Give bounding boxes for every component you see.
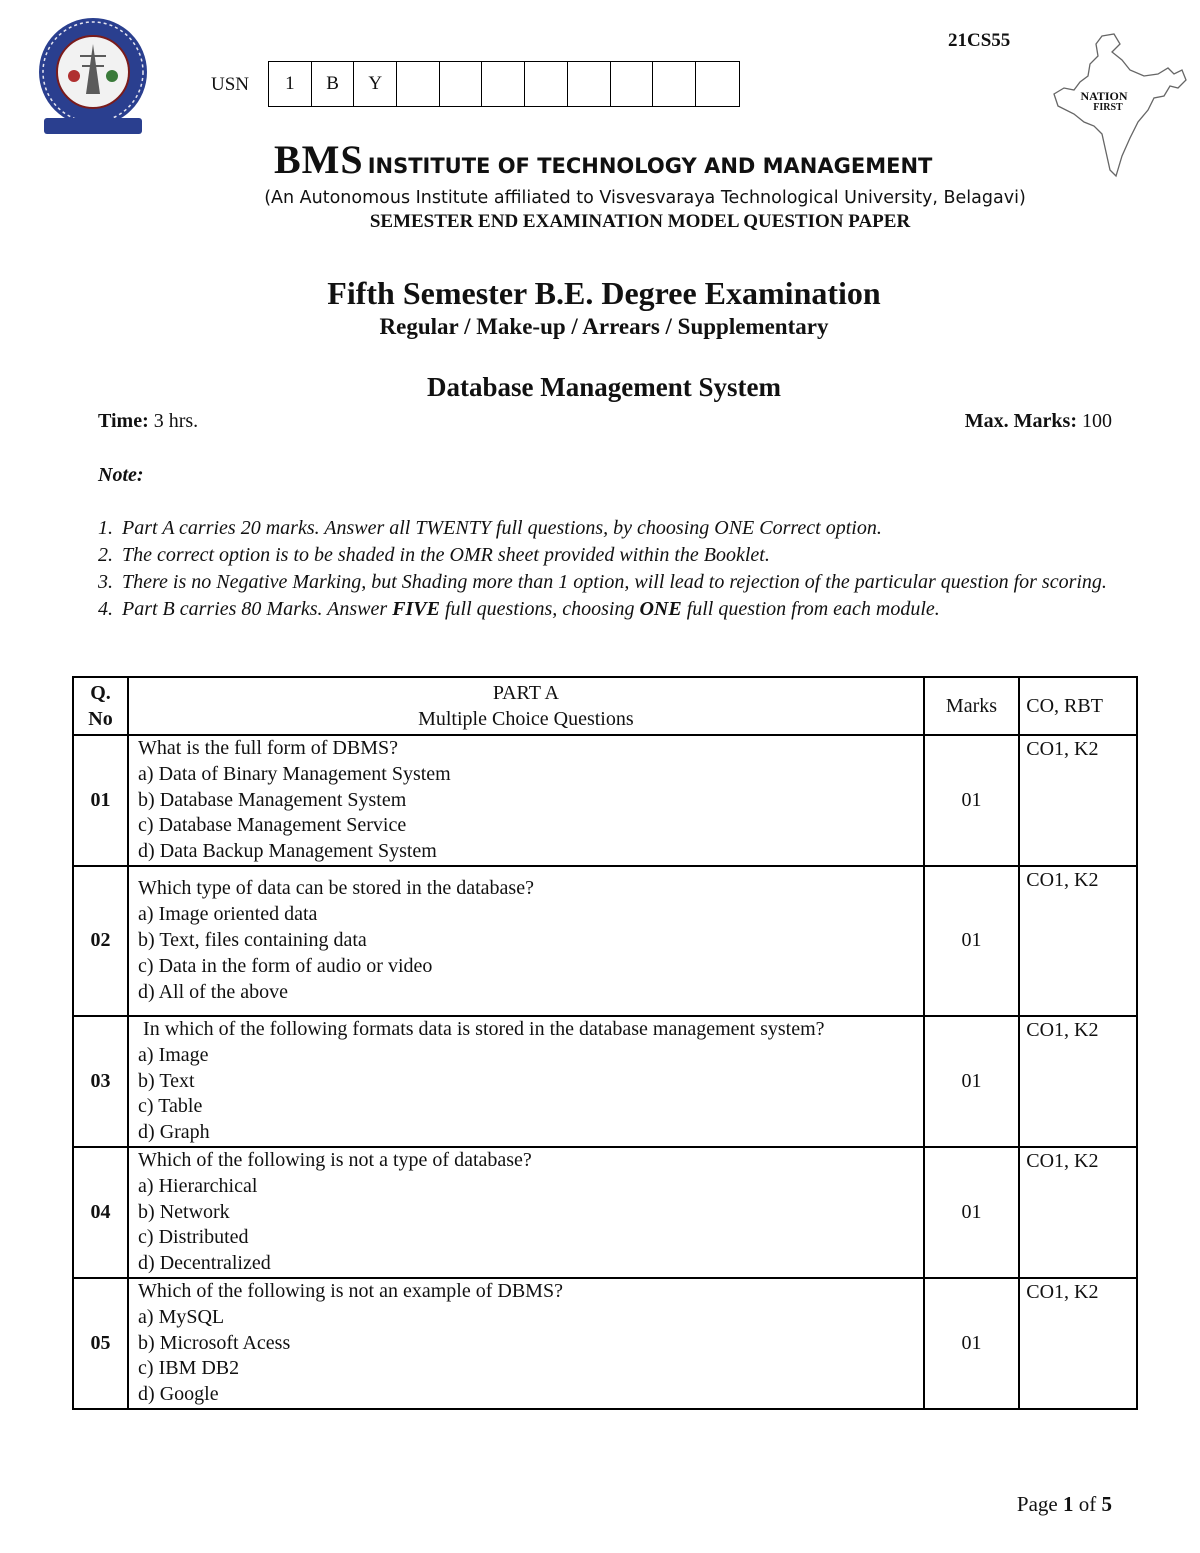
col-co-header: CO, RBT [1019, 677, 1137, 735]
note-text: The correct option is to be shaded in the OMR sheet provided within the Booklet. [122, 544, 770, 566]
usn-boxes [268, 61, 740, 107]
answer-option: b) Text [138, 1069, 195, 1092]
usn-box[interactable] [611, 62, 654, 106]
usn-box[interactable] [397, 62, 440, 106]
answer-option: b) Microsoft Acess [138, 1331, 291, 1354]
question-co-rbt: CO1, K2 [1019, 866, 1137, 1016]
usn-label: USN [211, 74, 250, 95]
note-text [122, 596, 940, 623]
page-footer [1017, 1492, 1112, 1517]
note-number: 1. [98, 517, 113, 539]
answer-option: b) Network [138, 1200, 230, 1223]
col-qno-line2: No [88, 708, 113, 730]
answer-option: d) All of the above [138, 980, 288, 1003]
table-header-row [73, 677, 1137, 735]
note-text: Part A carries 20 marks. Answer all TWENTY full questions, by choosing ONE Correct option. [122, 517, 882, 539]
answer-option: a) Image [138, 1043, 209, 1066]
question-co-rbt: CO1, K2 [1019, 1147, 1137, 1278]
note-item [98, 596, 1108, 623]
exam-subject: Database Management System [427, 372, 781, 402]
marks-value: 100 [1082, 410, 1112, 432]
exam-title: Fifth Semester B.E. Degree Examination [327, 275, 881, 311]
question-number: 05 [73, 1278, 128, 1409]
question-text: Which type of data can be stored in the database? [138, 877, 534, 900]
page-of-label: of [1078, 1492, 1097, 1516]
time-value: 3 hrs. [153, 410, 199, 432]
usn-box[interactable] [696, 62, 739, 106]
answer-option: c) IBM DB2 [138, 1357, 240, 1380]
usn-box[interactable]: B [312, 62, 355, 106]
map-text-first: FIRST [1093, 102, 1123, 113]
table-row [73, 1147, 1137, 1278]
question-number: 04 [73, 1147, 128, 1278]
answer-option: c) Database Management Service [138, 814, 407, 837]
usn-box[interactable]: 1 [269, 62, 312, 106]
question-number: 03 [73, 1016, 128, 1147]
notes-list [98, 515, 1108, 623]
institute-name-rest: INSTITUTE OF TECHNOLOGY AND MANAGEMENT [367, 154, 933, 178]
answer-option: c) Table [138, 1095, 203, 1118]
questions-body [73, 735, 1137, 1409]
page-total: 5 [1101, 1492, 1112, 1516]
india-map-icon [1050, 30, 1190, 185]
page-number: 1 [1063, 1492, 1074, 1516]
time-label: Time: [98, 410, 149, 432]
usn-box[interactable]: Y [354, 62, 397, 106]
question-co-rbt: CO1, K2 [1019, 1278, 1137, 1409]
part-subtitle: Multiple Choice Questions [418, 708, 634, 730]
col-qno-line1: Q. [90, 682, 111, 704]
question-marks: 01 [924, 735, 1020, 866]
question-text: Which of the following is not an example of DBMS? [138, 1279, 563, 1302]
answer-option: a) Image oriented data [138, 903, 318, 926]
question-cell [128, 1147, 924, 1278]
question-marks: 01 [924, 866, 1020, 1016]
note-text-part: full question from each module. [681, 598, 940, 620]
usn-box[interactable] [653, 62, 696, 106]
question-co-rbt: CO1, K2 [1019, 1016, 1137, 1147]
question-number: 02 [73, 866, 128, 1016]
note-text-bold: ONE [639, 598, 682, 620]
note-number: 4. [98, 598, 113, 620]
answer-option: b) Database Management System [138, 788, 407, 811]
institute-logo [30, 14, 156, 138]
question-cell [128, 1016, 924, 1147]
institute-name [274, 136, 932, 183]
col-qno-header [73, 677, 128, 735]
institute-name-short: BMS [274, 137, 364, 182]
question-text: Which of the following is not a type of database? [138, 1148, 532, 1171]
question-text: In which of the following formats data is stored in the database management system? [138, 1017, 825, 1040]
table-row [73, 866, 1137, 1016]
question-number: 01 [73, 735, 128, 866]
col-marks-header: Marks [924, 677, 1020, 735]
table-row [73, 1016, 1137, 1147]
page-label: Page [1016, 1492, 1058, 1516]
answer-option: a) MySQL [138, 1305, 225, 1328]
note-item [98, 542, 1108, 569]
table-row [73, 1278, 1137, 1409]
note-number: 3. [98, 571, 113, 593]
course-code: 21CS55 [948, 30, 1011, 51]
table-row [73, 735, 1137, 866]
answer-option: b) Text, files containing data [138, 929, 367, 952]
answer-option: d) Data Backup Management System [138, 840, 437, 863]
questions-table [72, 676, 1138, 1410]
paper-type: SEMESTER END EXAMINATION MODEL QUESTION PAPER [369, 211, 911, 232]
answer-option: c) Distributed [138, 1226, 249, 1249]
exam-time [98, 410, 198, 433]
note-heading: Note: [98, 464, 144, 486]
exam-max-marks [965, 410, 1112, 433]
map-text-nation: NATION [1080, 89, 1128, 103]
note-text-bold: FIVE [392, 598, 440, 620]
answer-option: d) Graph [138, 1121, 210, 1144]
answer-option: c) Data in the form of audio or video [138, 954, 433, 977]
question-cell [128, 735, 924, 866]
exam-type: Regular / Make-up / Arrears / Supplementary [379, 314, 829, 339]
answer-option: d) Decentralized [138, 1252, 271, 1275]
question-cell [128, 866, 924, 1016]
usn-box[interactable] [482, 62, 525, 106]
usn-box[interactable] [440, 62, 483, 106]
question-marks: 01 [924, 1147, 1020, 1278]
part-title: PART A [492, 682, 559, 704]
usn-box[interactable] [568, 62, 611, 106]
question-co-rbt: CO1, K2 [1019, 735, 1137, 866]
question-cell [128, 1278, 924, 1409]
question-marks: 01 [924, 1016, 1020, 1147]
col-question-header [128, 677, 924, 735]
note-item [98, 515, 1108, 542]
answer-option: a) Hierarchical [138, 1174, 258, 1197]
note-text: There is no Negative Marking, but Shading more than 1 option, will lead to rejection of the particular question for scoring. [122, 571, 1107, 593]
note-item [98, 569, 1108, 596]
marks-label: Max. Marks: [964, 410, 1077, 432]
note-text-part: Part B carries 80 Marks. Answer [122, 598, 393, 620]
institute-affiliation: (An Autonomous Institute affiliated to Visvesvaraya Technological University, Belagavi) [264, 188, 1026, 208]
question-text: What is the full form of DBMS? [138, 737, 398, 759]
answer-option: d) Google [138, 1383, 219, 1406]
note-number: 2. [98, 544, 113, 566]
note-text-part: full questions, choosing [440, 598, 640, 620]
question-marks: 01 [924, 1278, 1020, 1409]
usn-box[interactable] [525, 62, 568, 106]
answer-option: a) Data of Binary Management System [138, 762, 451, 785]
